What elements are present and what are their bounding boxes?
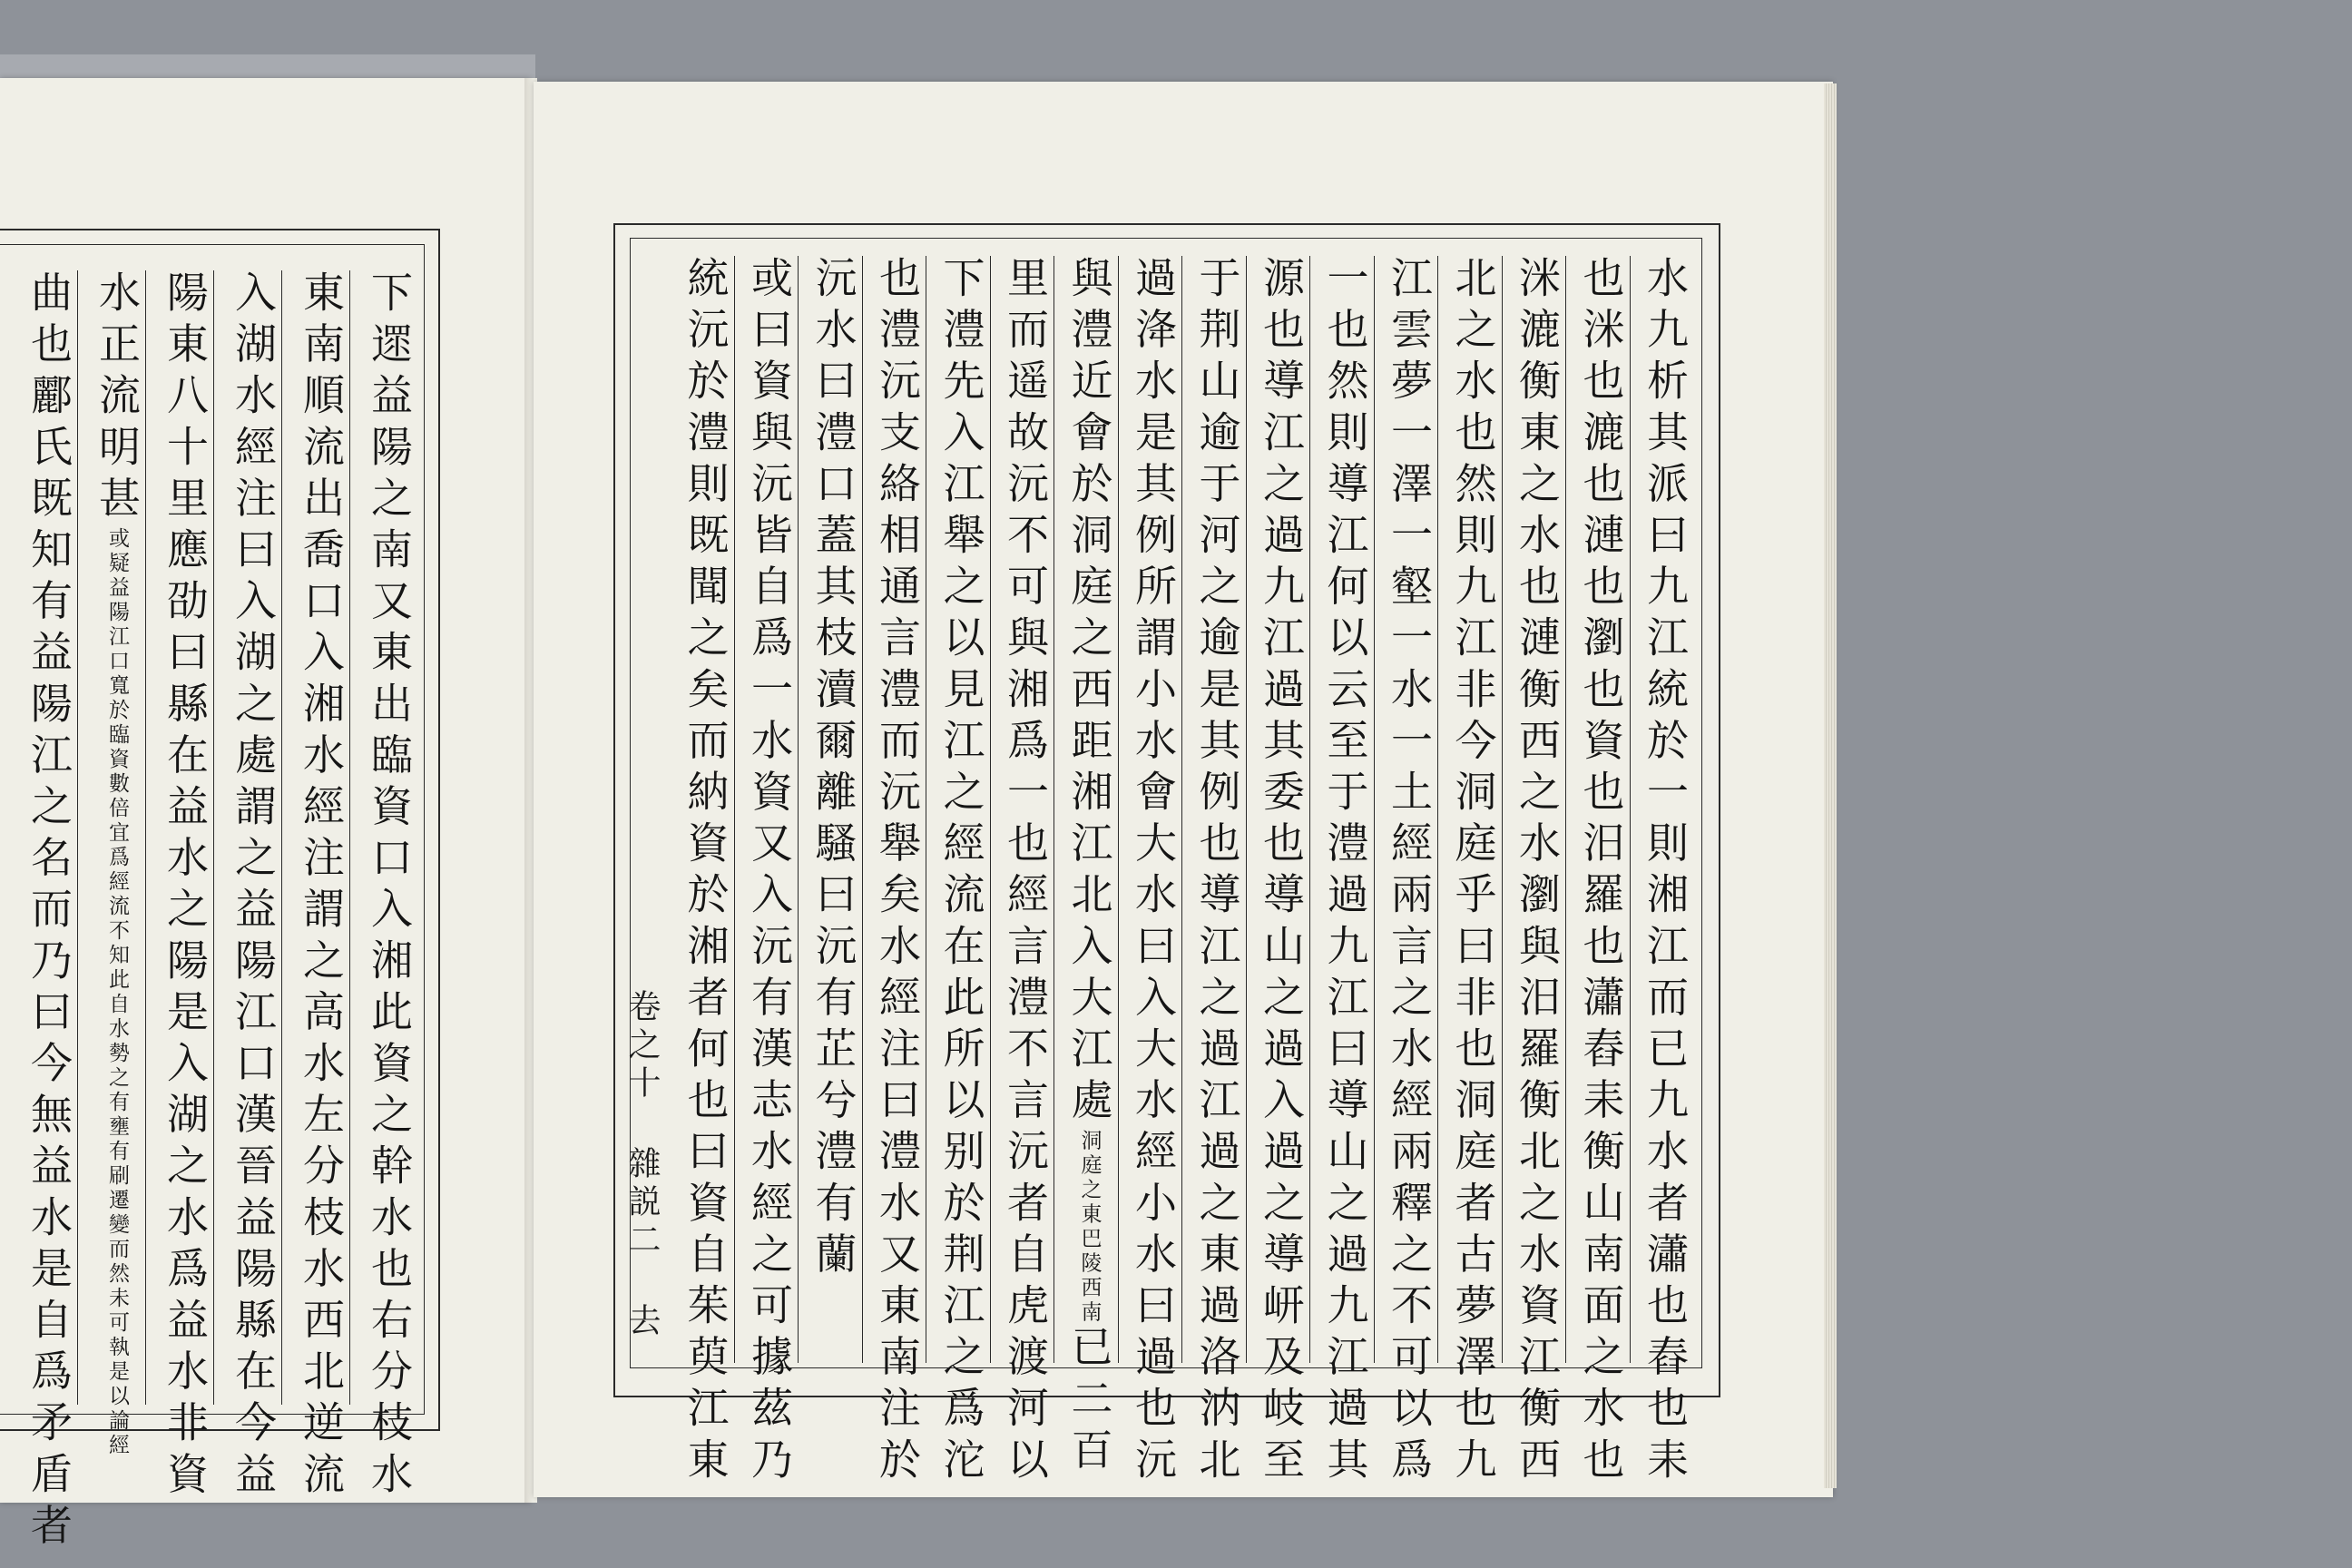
right-page-text-columns	[655, 256, 1693, 1489]
text-column	[1182, 256, 1246, 1489]
text-column	[1503, 256, 1566, 1489]
text-column	[1375, 256, 1438, 1489]
column-main-text: 水正流明甚	[93, 270, 142, 527]
text-column	[1631, 256, 1694, 1489]
text-column	[863, 256, 926, 1489]
column-main-text: 北之水也然則九江非今洞庭乎曰非也洞庭者古夢澤也九	[1448, 256, 1498, 1489]
column-main-text: 入湖水經注曰入湖之處謂之益陽江口漢晉益陽縣在今益	[229, 270, 278, 1504]
column-gloss-text: 或疑益陽江口寬於臨資數倍宜爲經流不知此自水勢之有壅有刷遷變而然未可執是以論經	[105, 527, 129, 1458]
text-column	[1247, 256, 1310, 1489]
text-column	[1566, 256, 1630, 1489]
column-main-text: 過洚水是其例所謂小水會大水曰入大水經小水曰過也沅	[1129, 256, 1178, 1489]
column-main-text: 也洣也漉也漣也瀏也資也汨羅也瀟舂耒衡山南面之水也	[1576, 256, 1626, 1489]
text-column	[1054, 256, 1118, 1480]
text-column	[1310, 256, 1374, 1489]
right-page	[534, 82, 1833, 1497]
text-column	[991, 256, 1054, 1489]
column-main-text: 里而遥故沅不可與湘爲一也經言澧不言沅者自虎渡河以	[1001, 256, 1050, 1489]
text-column	[214, 270, 281, 1504]
text-column	[926, 256, 990, 1489]
text-column	[799, 256, 862, 1363]
text-column	[350, 270, 417, 1504]
column-main-text: 洣漉衡東之水也漣衡西之水瀏與汨羅衡北之水資江衡西	[1513, 256, 1562, 1489]
left-page-text-columns	[2, 270, 417, 1554]
column-main-text: 沅水曰澧口蓋其枝瀆爾離騷曰沅有芷兮澧有蘭	[808, 256, 858, 1283]
text-column	[146, 270, 213, 1504]
text-column	[78, 270, 145, 1458]
column-main-text: 統沅於澧則既聞之矣而納資於湘者何也曰資自茱萸江東	[681, 256, 730, 1489]
column-main-text: 與澧近會於洞庭之西距湘江北入大江處	[1064, 256, 1114, 1130]
page-edge	[1824, 83, 1837, 1488]
column-main-text: 水九析其派曰九江統於一則湘江而已九水者瀟也舂也耒	[1641, 256, 1690, 1489]
column-main-text: 或曰資與沅皆自爲一水資又入沅有漢志水經之可據茲乃	[745, 256, 794, 1489]
column-main-text: 下遝益陽之南又東出臨資口入湘此資之幹水也右分枝水	[365, 270, 414, 1504]
column-main-text: 曲也酈氏既知有益陽江之名而乃曰今無益水是自爲矛盾者	[24, 270, 74, 1554]
page-margin-label: 卷之十 雜説二 去	[623, 989, 661, 1341]
text-column	[735, 256, 799, 1489]
column-main-text: 也澧沅支絡相通言澧而沅舉矣水經注曰澧水又東南注於	[873, 256, 922, 1489]
column-main-text: 江雲夢一澤一壑一水一土經兩言之水經兩釋之不可以爲	[1385, 256, 1434, 1489]
column-main-text: 于荆山逾于河之逾是其例也導江之過江過之東過洛汭北	[1192, 256, 1242, 1489]
text-column	[671, 256, 734, 1489]
column-main-text: 陽東八十里應劭曰縣在益水之陽是入湖之水爲益水非資	[161, 270, 210, 1504]
column-main-text: 下澧先入江舉之以見江之經流在此所以别於荆江之爲沱	[936, 256, 986, 1489]
text-column	[10, 270, 77, 1554]
column-main-text: 一也然則導江何以云至于澧過九江曰導山之過九江過其	[1320, 256, 1370, 1489]
text-column	[1119, 256, 1182, 1489]
left-page	[0, 78, 531, 1554]
column-main-text-continued: 已二百	[1064, 1325, 1114, 1480]
text-column	[1438, 256, 1502, 1489]
column-gloss-text: 洞庭之東巴陵西南	[1077, 1129, 1102, 1326]
column-main-text: 東南順流出喬口入湘水經注謂之高水左分枝水西北逆流	[297, 270, 346, 1504]
column-main-text: 源也導江之過九江過其委也導山之過入過之導岍及岐至	[1257, 256, 1306, 1489]
text-column	[282, 270, 349, 1504]
